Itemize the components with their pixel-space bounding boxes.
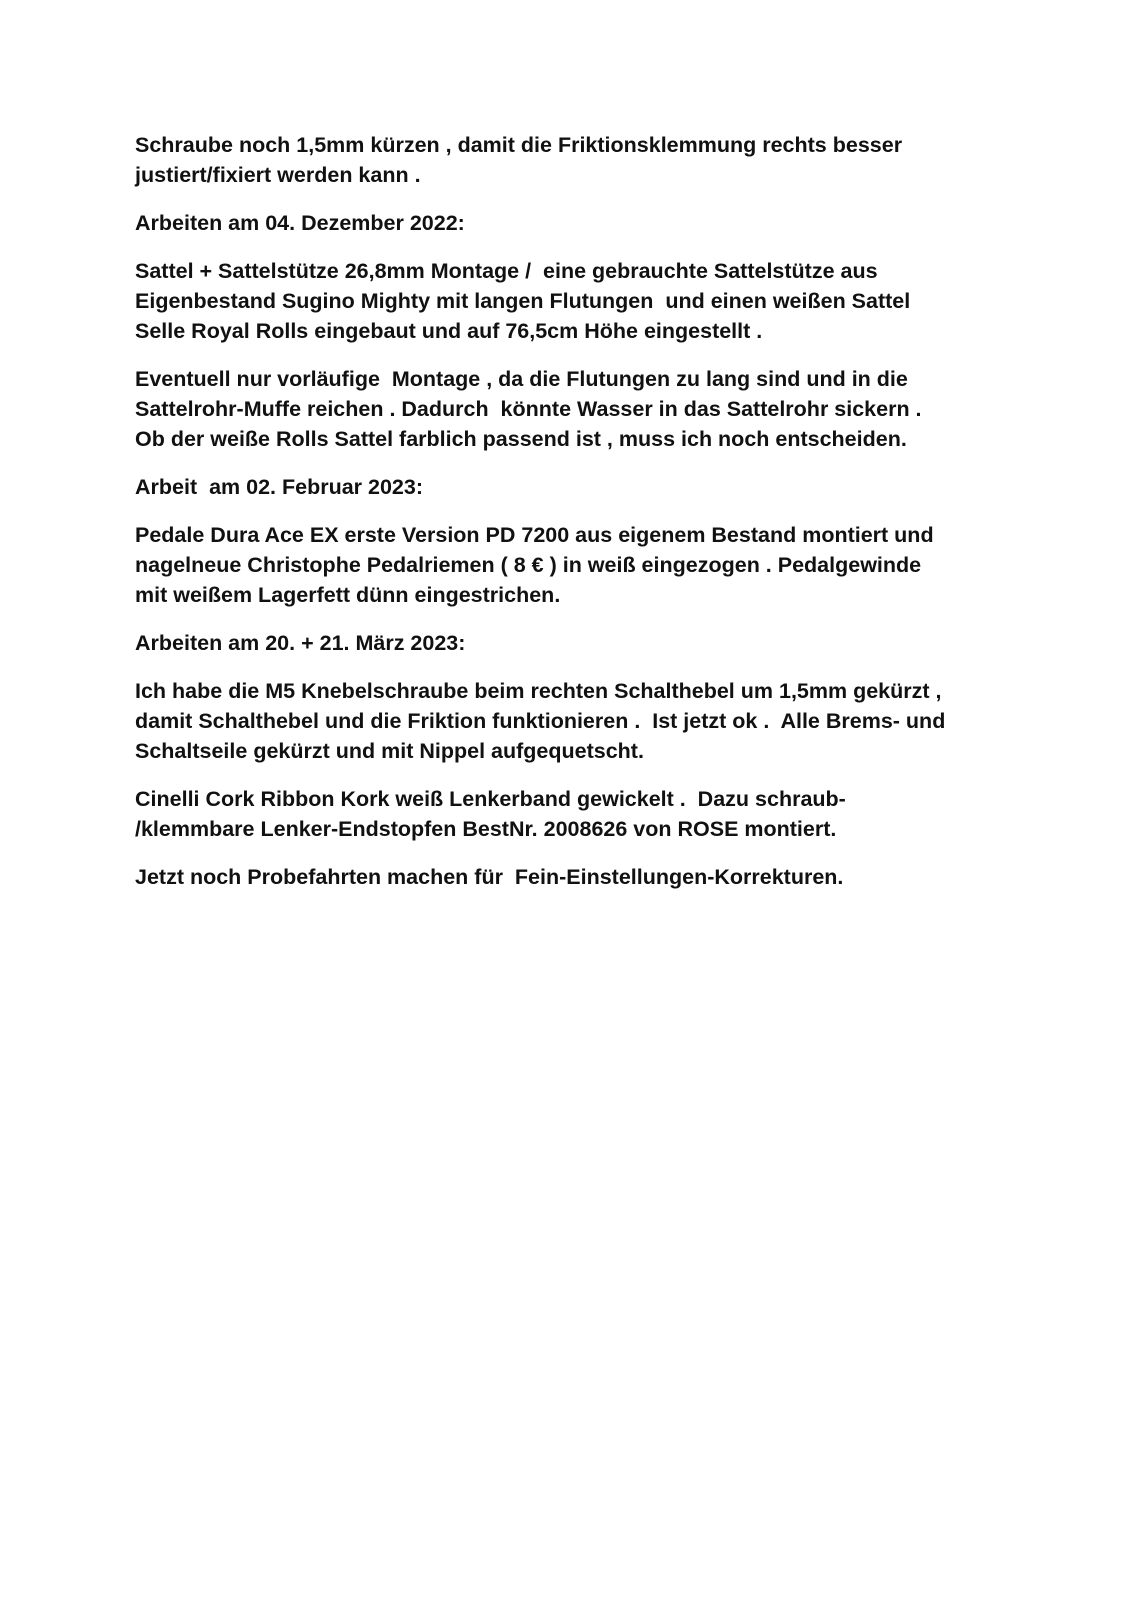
heading-line: Arbeiten am 04. Dezember 2022: (135, 211, 465, 235)
text-line: Selle Royal Rolls eingebaut und auf 76,5cm Höhe eingestellt . (135, 319, 763, 343)
text-line: Ich habe die M5 Knebelschraube beim rechten Schalthebel um 1,5mm gekürzt , (135, 679, 942, 703)
text-line: Ob der weiße Rolls Sattel farblich passend ist , muss ich noch entscheiden. (135, 427, 907, 451)
text-line: Pedale Dura Ace EX erste Version PD 7200 aus eigenem Bestand montiert und (135, 523, 934, 547)
paragraph-pedale (135, 520, 1015, 610)
text-line: /klemmbare Lenker-Endstopfen BestNr. 2008626 von ROSE montiert. (135, 817, 837, 841)
text-line: Schraube noch 1,5mm kürzen , damit die Friktionsklemmung rechts besser (135, 133, 903, 157)
text-line: Eventuell nur vorläufige Montage , da die Flutungen zu lang sind und in die (135, 367, 908, 391)
paragraph-lenkerband (135, 784, 1015, 844)
paragraph-schalthebel (135, 676, 1015, 766)
text-line: justiert/fixiert werden kann . (135, 163, 421, 187)
section-heading-februar-2023 (135, 472, 1015, 502)
section-heading-maerz-2023 (135, 628, 1015, 658)
paragraph-vorlaeufige-montage (135, 364, 1015, 454)
document-body (135, 130, 1015, 910)
text-line: Schaltseile gekürzt und mit Nippel aufgequetscht. (135, 739, 644, 763)
text-line: Eigenbestand Sugino Mighty mit langen Flutungen und einen weißen Sattel (135, 289, 911, 313)
text-line: Cinelli Cork Ribbon Kork weiß Lenkerband gewickelt . Dazu schraub- (135, 787, 846, 811)
paragraph-sattel-montage (135, 256, 1015, 346)
text-line: Jetzt noch Probefahrten machen für Fein-Einstellungen-Korrekturen. (135, 865, 844, 889)
paragraph-intro (135, 130, 1015, 190)
text-line: mit weißem Lagerfett dünn eingestrichen. (135, 583, 561, 607)
text-line: Sattelrohr-Muffe reichen . Dadurch könnte Wasser in das Sattelrohr sickern . (135, 397, 922, 421)
section-heading-dezember-2022 (135, 208, 1015, 238)
text-line: Sattel + Sattelstütze 26,8mm Montage / eine gebrauchte Sattelstütze aus (135, 259, 878, 283)
text-line: nagelneue Christophe Pedalriemen ( 8 € ) in weiß eingezogen . Pedalgewinde (135, 553, 922, 577)
heading-line: Arbeit am 02. Februar 2023: (135, 475, 423, 499)
text-line: damit Schalthebel und die Friktion funktionieren . Ist jetzt ok . Alle Brems- und (135, 709, 946, 733)
heading-line: Arbeiten am 20. + 21. März 2023: (135, 631, 466, 655)
paragraph-probefahrten (135, 862, 1015, 892)
